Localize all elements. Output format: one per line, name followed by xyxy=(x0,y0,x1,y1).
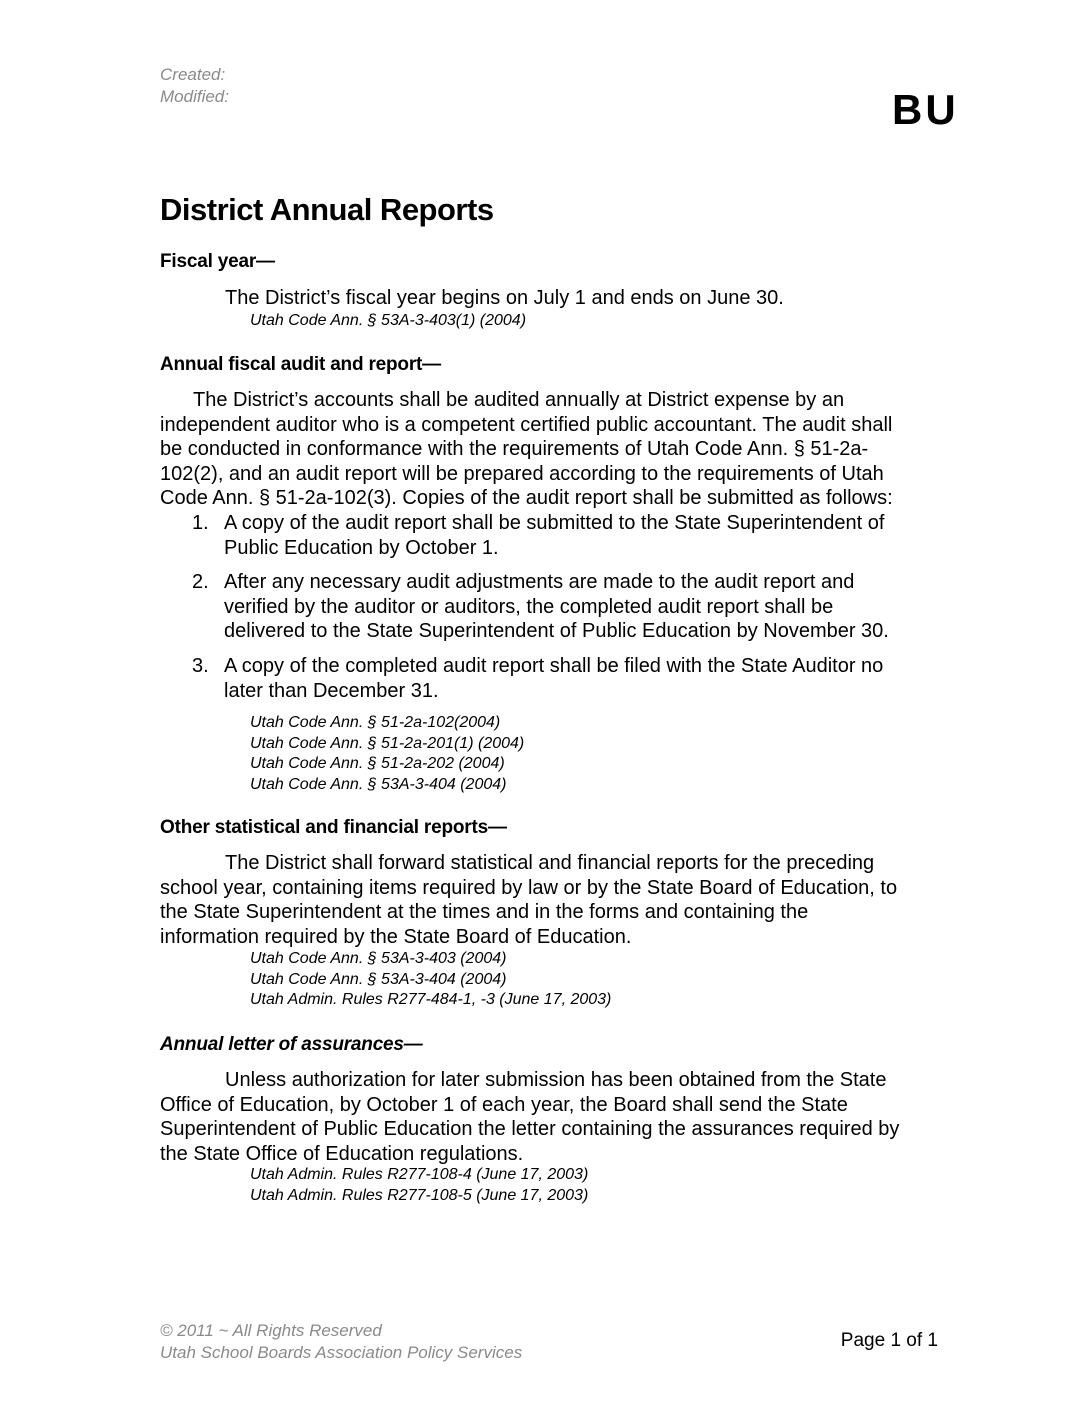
body-line: information required by the State Board of Education. xyxy=(160,925,632,948)
audit-body xyxy=(160,388,960,511)
assurances-citations xyxy=(250,1165,588,1206)
citation: Utah Code Ann. § 53A-3-403 (2004) xyxy=(250,950,507,967)
page-number: Page 1 of 1 xyxy=(840,1330,938,1351)
page-title: District Annual Reports xyxy=(160,192,494,227)
list-line: verified by the auditor or auditors, the completed audit report shall be xyxy=(224,595,834,618)
assurances-body xyxy=(160,1068,960,1166)
policy-code: BU xyxy=(892,86,959,133)
statistical-citations xyxy=(250,949,611,1011)
list-number: 2. xyxy=(192,571,209,594)
modified-label: Modified: xyxy=(160,87,229,106)
list-line: delivered to the State Superintendent of Public Education by November 30. xyxy=(224,620,889,643)
list-line: Public Education by October 1. xyxy=(224,536,499,559)
body-line: The District shall forward statistical and financial reports for the preceding xyxy=(225,852,875,874)
list-number: 1. xyxy=(192,512,209,534)
body-line: Unless authorization for later submission has been obtained from the State xyxy=(225,1069,887,1091)
footer-publisher: Utah School Boards Association Policy Services xyxy=(160,1343,523,1362)
body-line: Code Ann. § 51-2a-102(3). Copies of the audit report shall be submitted as follows: xyxy=(160,487,893,510)
citation: Utah Code Ann. § 51-2a-102(2004) xyxy=(250,714,501,731)
footer-left xyxy=(160,1320,522,1364)
audit-heading: Annual fiscal audit and report— xyxy=(160,354,441,375)
citation: Utah Code Ann. § 51-2a-201(1) (2004) xyxy=(250,734,525,752)
body-line: Office of Education, by October 1 of each year, the Board shall send the State xyxy=(160,1093,848,1116)
list-line: After any necessary audit adjustments are made to the audit report and xyxy=(224,571,855,594)
list-line: later than December 31. xyxy=(224,679,439,702)
body-line: school year, containing items required by law or by the State Board of Education, to xyxy=(160,876,898,899)
body-line: The District’s accounts shall be audited annually at District expense by an xyxy=(193,389,845,411)
body-line: the State Superintendent at the times and in the forms and containing the xyxy=(160,901,809,924)
body-line: the State Office of Education regulations. xyxy=(160,1142,524,1165)
fiscal-year-citations xyxy=(250,311,526,332)
citation: Utah Admin. Rules R277-108-5 (June 17, 2003) xyxy=(250,1186,589,1204)
fiscal-year-body: The District’s fiscal year begins on July 1 and ends on June 30. xyxy=(225,287,784,309)
list-number: 3. xyxy=(192,654,209,677)
citation: Utah Code Ann. § 51-2a-202 (2004) xyxy=(250,755,505,772)
body-line: be conducted in conformance with the requirements of Utah Code Ann. § 51-2a- xyxy=(160,438,869,461)
statistical-heading: Other statistical and financial reports— xyxy=(160,817,507,838)
fiscal-year-heading: Fiscal year— xyxy=(160,251,275,272)
list-line: A copy of the completed audit report shall be filed with the State Auditor no xyxy=(224,654,884,677)
body-line: 102(2), and an audit report will be prepared according to the requirements of Utah xyxy=(160,462,884,485)
list-line: A copy of the audit report shall be submitted to the State Superintendent of xyxy=(224,512,885,534)
list-item xyxy=(160,511,960,560)
citation: Utah Code Ann. § 53A-3-404 (2004) xyxy=(250,970,507,988)
created-label: Created: xyxy=(160,65,226,84)
citation: Utah Code Ann. § 53A-3-403(1) (2004) xyxy=(250,312,527,329)
citation: Utah Code Ann. § 53A-3-404 (2004) xyxy=(250,775,507,793)
footer-copyright: © 2011 ~ All Rights Reserved xyxy=(160,1321,382,1340)
list-item xyxy=(160,570,960,644)
body-line: independent auditor who is a competent certified public accountant. The audit shall xyxy=(160,413,893,436)
audit-submission-list xyxy=(160,511,960,713)
assurances-heading: Annual letter of assurances— xyxy=(160,1034,423,1055)
citation: Utah Admin. Rules R277-484-1, -3 (June 17, 2003) xyxy=(250,991,612,1008)
list-item xyxy=(160,654,960,703)
body-line: Superintendent of Public Education the letter containing the assurances required by xyxy=(160,1118,900,1141)
statistical-body xyxy=(160,851,960,949)
citation: Utah Admin. Rules R277-108-4 (June 17, 2003) xyxy=(250,1166,589,1183)
audit-citations xyxy=(250,713,524,795)
